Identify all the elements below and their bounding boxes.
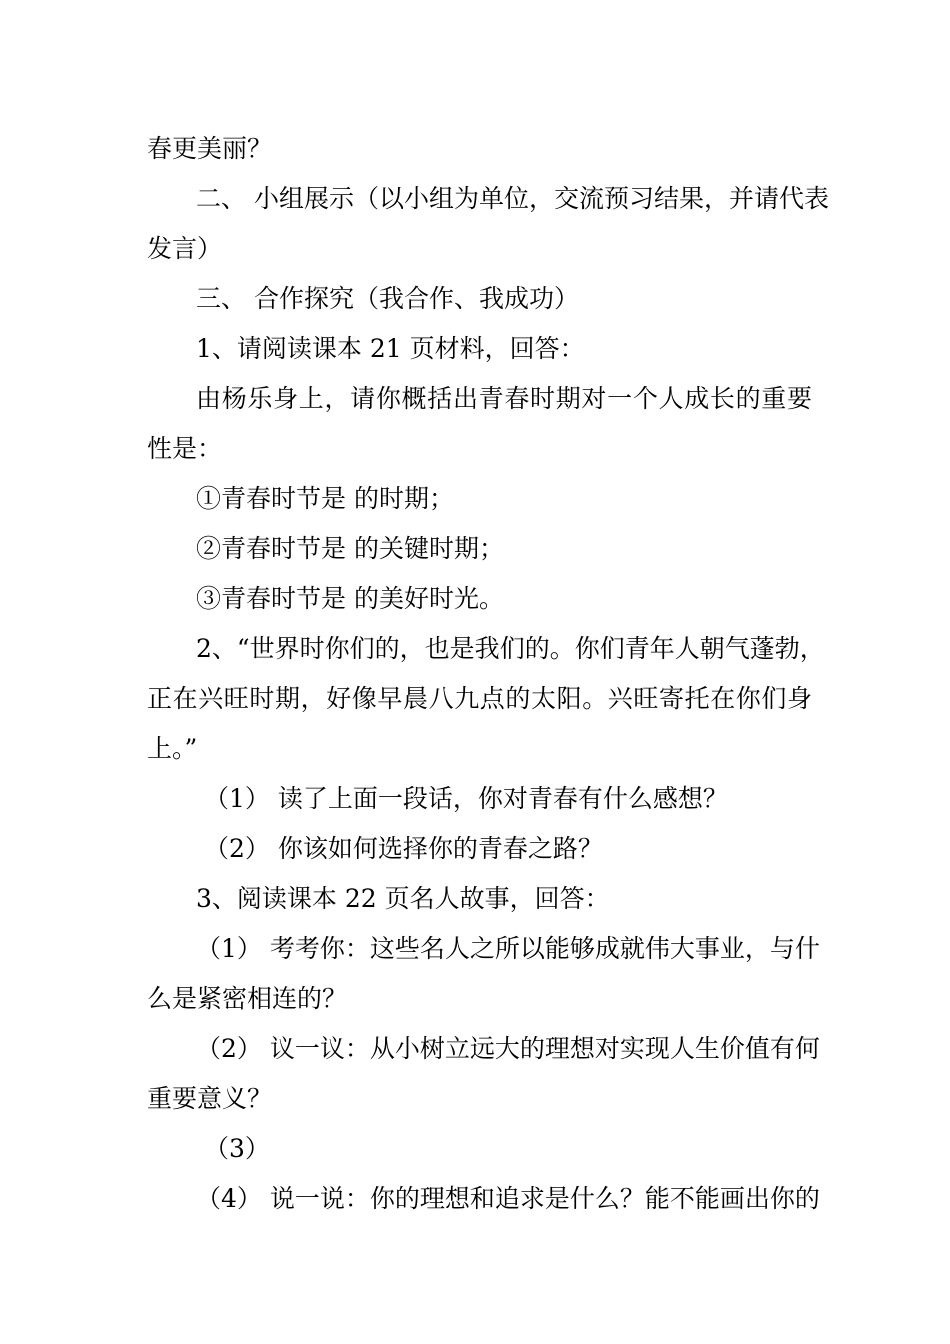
text-line-continuation: 春更美丽？: [147, 134, 273, 163]
question-2-quote: 2、“世界时你们的，也是我们的。你们青年人朝气蓬勃，: [196, 634, 825, 663]
sub-question-3-3: （3）: [204, 1134, 270, 1163]
text-line-continuation: 重要意义？: [147, 1084, 273, 1113]
sub-question-3-4: （4） 说一说：你的理想和追求是什么？能不能画出你的: [196, 1184, 820, 1213]
sub-question-2-1: （1） 读了上面一段话，你对青春有什么感想？: [204, 784, 728, 813]
sub-question-2-2: （2） 你该如何选择你的青春之路？: [204, 834, 603, 863]
question-3-prompt: 3、阅读课本 22 页名人故事，回答：: [196, 884, 610, 913]
text-line-continuation: 性是：: [147, 434, 223, 463]
text-line-continuation: 发言）: [147, 234, 223, 263]
fill-blank-item-3: ③青春时节是 的美好时光。: [196, 584, 504, 613]
sub-question-3-1: （1） 考考你：这些名人之所以能够成就伟大事业，与什: [196, 934, 820, 963]
text-line-continuation: 么是紧密相连的？: [147, 984, 348, 1013]
question-2-quote-end: 上。”: [147, 734, 198, 763]
section-heading-group-presentation: 二、 小组展示（以小组为单位，交流预习结果，并请代表: [196, 184, 829, 213]
question-1-prompt: 1、请阅读课本 21 页材料，回答：: [196, 334, 585, 363]
sub-question-3-2: （2） 议一议：从小树立远大的理想对实现人生价值有何: [196, 1034, 820, 1063]
fill-blank-item-1: ①青春时节是 的时期；: [196, 484, 454, 513]
fill-blank-item-2: ②青春时节是 的关键时期；: [196, 534, 504, 563]
question-2-quote-cont: 正在兴旺时期，好像早晨八九点的太阳。兴旺寄托在你们身: [147, 684, 812, 713]
section-heading-cooperative-inquiry: 三、 合作探究（我合作、我成功）: [196, 284, 579, 313]
question-1-text: 由杨乐身上，请你概括出青春时期对一个人成长的重要: [196, 384, 812, 413]
